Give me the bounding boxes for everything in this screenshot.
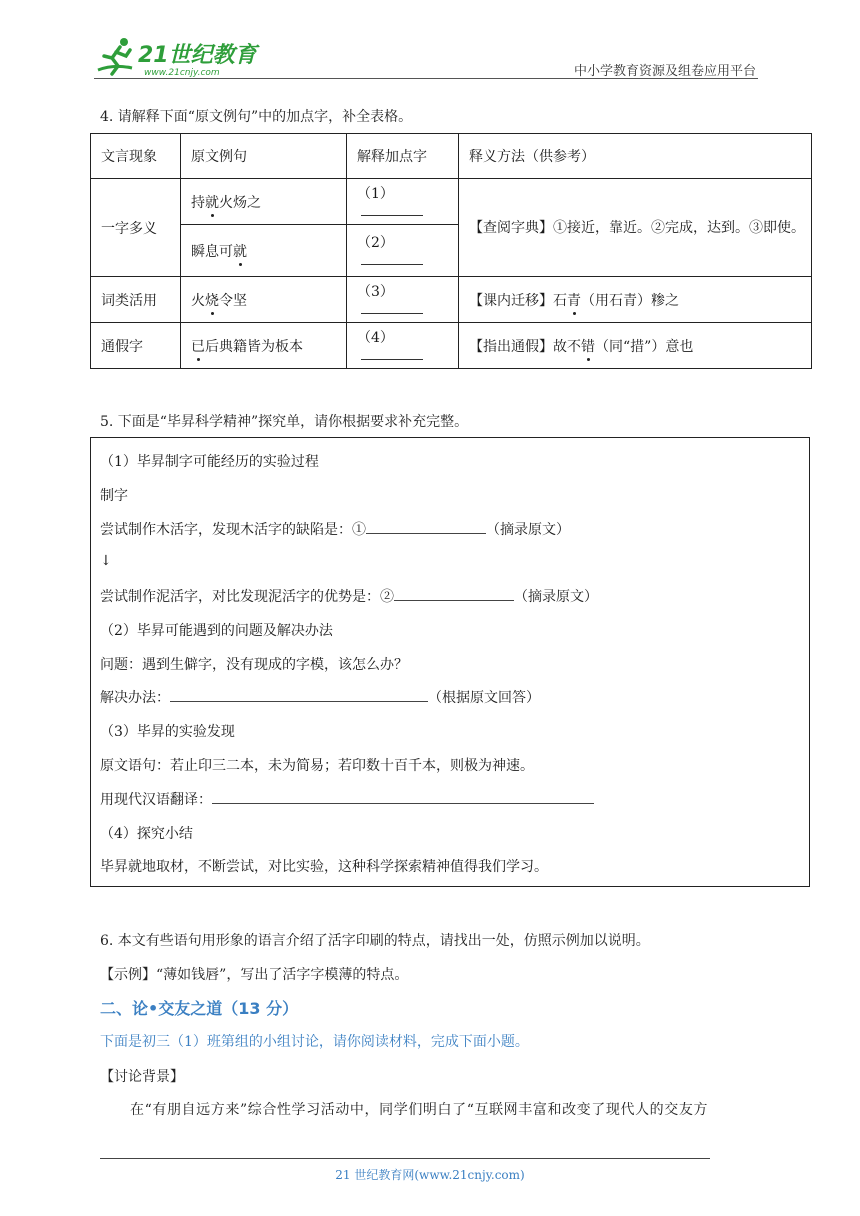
table-header: 释义方法（供参考）: [459, 134, 812, 179]
answer-blank[interactable]: [361, 252, 423, 265]
method-cell: 【查阅字典】①接近，靠近。②完成，达到。③即使。: [459, 179, 812, 277]
answer-cell[interactable]: （1）: [347, 179, 459, 225]
fill-blank-2[interactable]: [394, 588, 514, 601]
inquiry-text: 解决办法： （根据原文回答）: [100, 690, 540, 706]
explanation-table: [90, 133, 812, 368]
inquiry-text: 毕昇就地取材，不断尝试，对比实验，这种科学探索精神值得我们学习。: [100, 859, 548, 875]
example-cell: 已后典籍皆为板本: [181, 323, 347, 369]
platform-name: 中小学教育资源及组卷应用平台: [573, 64, 756, 79]
inquiry-heading: （1）毕昇制字可能经历的实验过程: [100, 454, 319, 470]
inquiry-text: 用现代汉语翻译：: [100, 789, 594, 809]
inquiry-heading: （4）探究小结: [100, 826, 193, 842]
answer-cell[interactable]: （3）: [347, 277, 459, 323]
question-6-stem: 6. 本文有些语句用形象的语言介绍了活字印刷的特点，请找出一处，仿照示例加以说明。: [100, 933, 650, 949]
down-arrow-icon: ↓: [100, 553, 112, 569]
example-cell: 持就火炀之: [181, 179, 347, 225]
header-divider: [94, 78, 758, 79]
method-cell: 【指出通假】故不错（同“措”）意也: [459, 323, 812, 369]
site-logo: [94, 34, 264, 80]
answer-cell[interactable]: （4）: [347, 323, 459, 369]
method-cell: 【课内迁移】石青（用石青）糁之: [459, 277, 812, 323]
table-header: 文言现象: [91, 134, 181, 179]
fill-blank-4[interactable]: [212, 791, 594, 804]
background-label: 【讨论背景】: [100, 1069, 184, 1085]
background-text: 在“有朋自远方来”综合性学习活动中，同学们明白了“互联网丰富和改变了现代人的交友方: [130, 1102, 709, 1118]
fill-blank-3[interactable]: [170, 689, 428, 702]
answer-cell[interactable]: （2）: [347, 225, 459, 277]
inquiry-sheet: [90, 437, 810, 887]
category-cell: 一字多义: [91, 179, 181, 277]
question-5-stem: 5. 下面是“毕昇科学精神”探究单，请你根据要求补充完整。: [100, 414, 469, 430]
answer-blank[interactable]: [361, 203, 423, 216]
runner-icon: [94, 34, 264, 80]
table-header: 原文例句: [181, 134, 347, 179]
inquiry-heading: （3）毕昇的实验发现: [100, 724, 235, 740]
table-header-row: [91, 134, 812, 179]
section-title: 二、论•交友之道（13 分）: [100, 999, 299, 1018]
inquiry-heading: （2）毕昇可能遇到的问题及解决办法: [100, 623, 333, 639]
svg-text:21世纪教育: 21世纪教育: [138, 43, 257, 68]
footer-divider: [100, 1158, 710, 1159]
footer-text: 21 世纪教育网(www.21cnjy.com): [335, 1168, 525, 1182]
section-intro: 下面是初三（1）班第组的小组讨论，请你阅读材料，完成下面小题。: [100, 1034, 529, 1050]
question-6-example: 【示例】“薄如钱唇”，写出了活字字模薄的特点。: [100, 967, 409, 983]
example-cell: 瞬息可就: [181, 225, 347, 277]
question-4-stem: 4. 请解释下面“原文例句”中的加点字，补全表格。: [100, 109, 413, 125]
inquiry-text: 问题：遇到生僻字，没有现成的字模，该怎么办？: [100, 657, 408, 673]
answer-blank[interactable]: [361, 347, 423, 360]
inquiry-text: 尝试制作木活字，发现木活字的缺陷是：① （摘录原文）: [100, 522, 570, 538]
inquiry-text: 尝试制作泥活字，对比发现泥活字的优势是：② （摘录原文）: [100, 589, 598, 605]
inquiry-text: 原文语句：若止印三二本，未为简易；若印数十百千本，则极为神速。: [100, 758, 534, 774]
example-cell: 火烧令坚: [181, 277, 347, 323]
table-row: [91, 277, 812, 323]
fill-blank-1[interactable]: [366, 521, 486, 534]
table-header: 解释加点字: [347, 134, 459, 179]
svg-text:www.21cnjy.com: www.21cnjy.com: [144, 68, 220, 78]
category-cell: 通假字: [91, 323, 181, 369]
inquiry-text: 制字: [100, 488, 128, 504]
answer-blank[interactable]: [361, 301, 423, 314]
table-row: [91, 323, 812, 369]
category-cell: 词类活用: [91, 277, 181, 323]
table-row: [91, 179, 812, 225]
